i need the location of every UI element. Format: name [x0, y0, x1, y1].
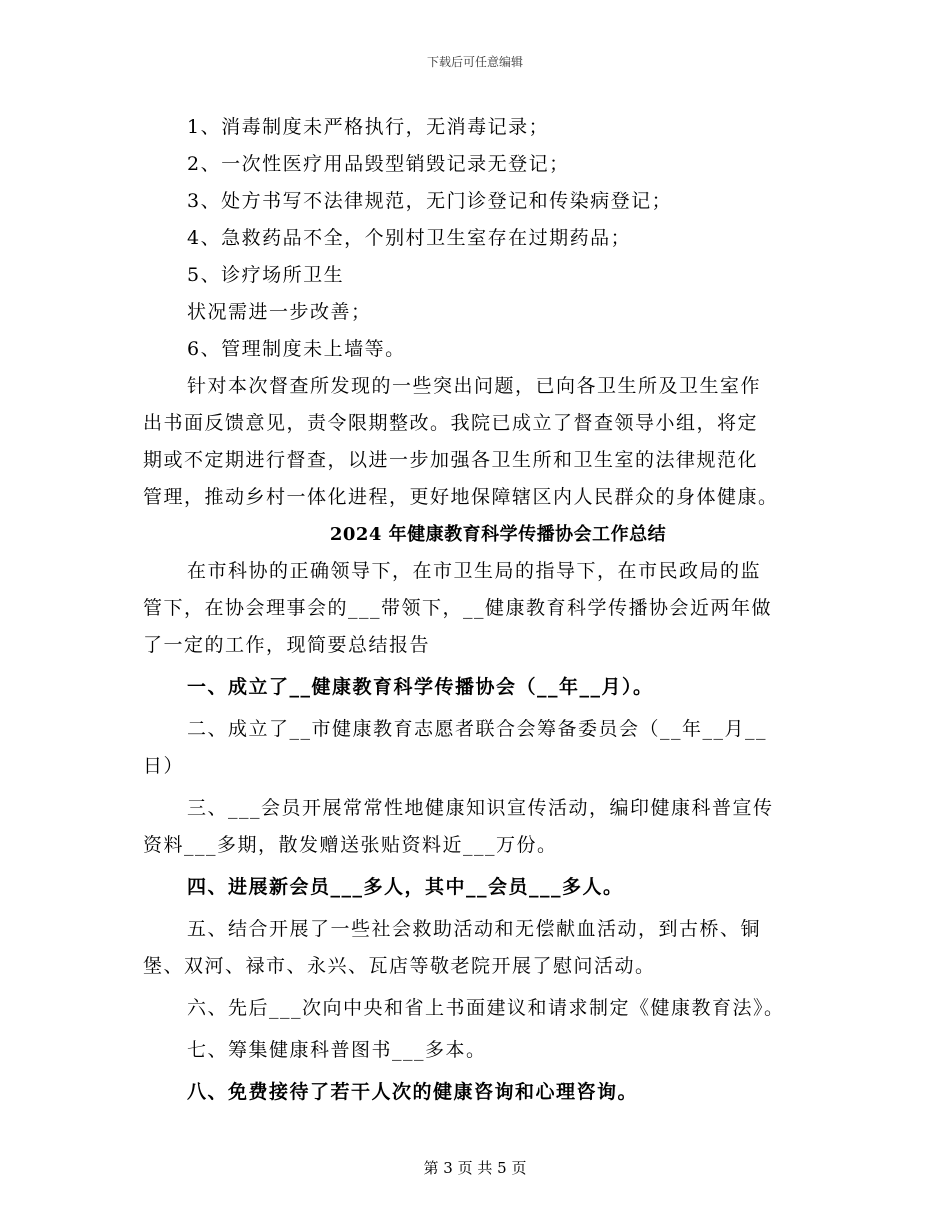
- report-item-8: 八、免费接待了若干人次的健康咨询和心理咨询。: [187, 1081, 639, 1103]
- issue-item-5: 5、诊疗场所卫生: [187, 264, 345, 286]
- report-item-1: 一、成立了__健康教育科学传播协会（__年__月）。: [187, 676, 654, 698]
- report-intro-line: 了一定的工作，现简要总结报告: [143, 634, 431, 656]
- issue-item-3: 3、处方书写不法律规范，无门诊登记和传染病登记；: [187, 190, 673, 212]
- report-item-6: 六、先后___次向中央和省上书面建议和请求制定《健康教育法》。: [187, 997, 785, 1019]
- page-footer-number: 第 3 页 共 5 页: [423, 1159, 527, 1177]
- report-item-4: 四、进展新会员___多人，其中__会员___多人。: [187, 876, 624, 898]
- closing-paragraph-line: 出书面反馈意见，责令限期整改。我院已成立了督查领导小组，将定: [143, 412, 759, 434]
- report-item-7: 七、筹集健康科普图书___多本。: [187, 1039, 487, 1061]
- issue-item-5-continued: 状况需进一步改善；: [187, 301, 372, 323]
- closing-paragraph-line: 期或不定期进行督查，以进一步加强各卫生所和卫生室的法律规范化: [143, 449, 759, 471]
- page-header-note: 下载后可任意编辑: [426, 55, 523, 69]
- closing-paragraph-line: 针对本次督查所发现的一些突出问题，已向各卫生所及卫生室作: [187, 375, 762, 397]
- closing-paragraph-line: 管理，推动乡村一体化进程，更好地保障辖区内人民群众的身体健康。: [143, 486, 779, 508]
- issue-item-6: 6、管理制度未上墙等。: [187, 338, 406, 360]
- report-item-5: 五、结合开展了一些社会救助活动和无偿献血活动，到古桥、铜: [187, 918, 762, 940]
- report-item-2: 二、成立了__市健康教育志愿者联合会筹备委员会（__年__月__: [187, 718, 768, 740]
- report-title: 2024 年健康教育科学传播协会工作总结: [329, 524, 667, 545]
- issue-item-4: 4、急救药品不全，个别村卫生室存在过期药品；: [187, 227, 632, 249]
- issue-item-2: 2、一次性医疗用品毁型销毁记录无登记；: [187, 153, 570, 175]
- report-item-2-continued: 日）: [143, 755, 185, 777]
- report-item-3-continued: 资料___多期，散发赠送张贴资料近___万份。: [143, 834, 558, 856]
- report-intro-line: 在市科协的正确领导下，在市卫生局的指导下，在市民政局的监: [187, 560, 762, 582]
- issue-item-1: 1、消毒制度未严格执行，无消毒记录；: [187, 116, 550, 138]
- document-body: [143, 109, 833, 1111]
- report-item-3: 三、___会员开展常常性地健康知识宣传活动，编印健康科普宣传: [187, 797, 774, 819]
- report-intro-line: 管下，在协会理事会的___带领下，__健康教育科学传播协会近两年做: [143, 597, 773, 619]
- report-item-5-continued: 堡、双河、禄市、永兴、瓦店等敬老院开展了慰问活动。: [143, 955, 656, 977]
